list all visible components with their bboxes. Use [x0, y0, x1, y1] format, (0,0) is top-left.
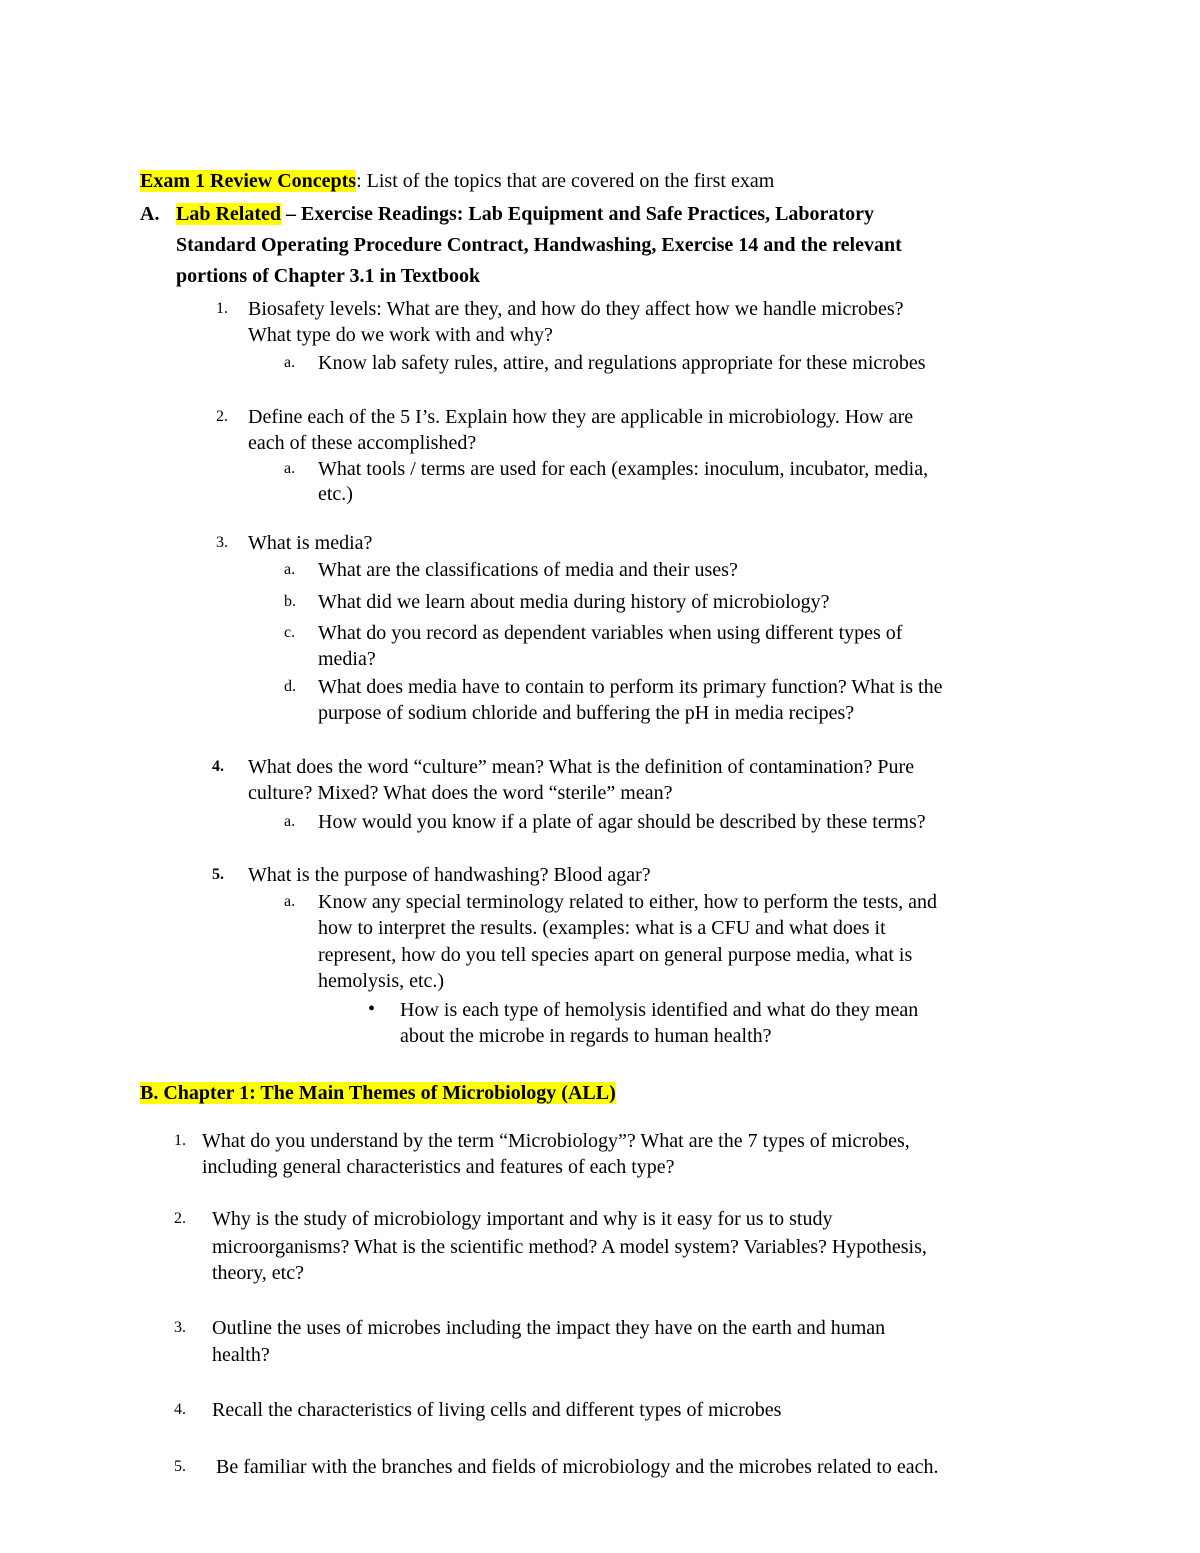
title-colon: : — [356, 170, 362, 192]
bullet-item: How is each type of hemolysis identified and what do they mean — [400, 999, 919, 1021]
sub-item: media? — [318, 648, 376, 670]
list-item-number: 1. — [174, 1132, 186, 1149]
bullet-item: about the microbe in regards to human health? — [400, 1025, 772, 1047]
sub-item: Know any special terminology related to either, how to perform the tests, and — [318, 891, 938, 913]
sub-item-letter: a. — [284, 354, 296, 371]
sub-item-letter: b. — [284, 593, 296, 610]
list-item-number: 3. — [174, 1319, 186, 1336]
sub-item: how to interpret the results. (examples: what is a CFU and what does it — [318, 917, 886, 939]
sub-item: What tools / terms are used for each (examples: inoculum, incubator, media, — [318, 458, 929, 480]
list-item: Recall the characteristics of living cells and different types of microbes — [212, 1399, 782, 1421]
section-a-letter: A. — [140, 203, 160, 225]
section-b-title: B. Chapter 1: The Main Themes of Microbiology (ALL) — [140, 1082, 616, 1104]
list-item: Be familiar with the branches and fields of microbiology and the microbes related to each. — [216, 1456, 939, 1478]
list-item: theory, etc? — [212, 1262, 304, 1284]
list-item-number: 3. — [216, 534, 228, 551]
sub-item-letter: a. — [284, 561, 296, 578]
sub-item: How would you know if a plate of agar should be described by these terms? — [318, 811, 926, 833]
list-item-number: 4. — [212, 758, 224, 775]
list-item: What do you understand by the term “Microbiology”? What are the 7 types of microbes, — [202, 1130, 910, 1152]
section-a-heading-line1: Lab Related – Exercise Readings: Lab Equipment and Safe Practices, Laboratory — [176, 203, 874, 225]
sub-item: What are the classifications of media and their uses? — [318, 559, 738, 581]
sub-item-letter: a. — [284, 460, 296, 477]
page-subtitle: List of the topics that are covered on the first exam — [361, 170, 775, 192]
sub-item-letter: a. — [284, 813, 296, 830]
list-item: microorganisms? What is the scientific method? A model system? Variables? Hypothesis, — [212, 1236, 927, 1258]
sub-item: What did we learn about media during history of microbiology? — [318, 591, 830, 613]
list-item-number: 1. — [216, 300, 228, 317]
sub-item: purpose of sodium chloride and buffering the pH in media recipes? — [318, 702, 855, 724]
list-item: Why is the study of microbiology important and why is it easy for us to study — [212, 1208, 833, 1230]
bullet-icon: • — [368, 998, 376, 1020]
list-item: health? — [212, 1344, 270, 1366]
sub-item-letter: a. — [284, 893, 296, 910]
list-item: What is media? — [248, 532, 373, 554]
sub-item: Know lab safety rules, attire, and regulations appropriate for these microbes — [318, 352, 926, 374]
list-item-number: 4. — [174, 1401, 186, 1418]
list-item-number: 2. — [216, 408, 228, 425]
list-item: Biosafety levels: What are they, and how do they affect how we handle microbes? — [248, 298, 904, 320]
list-item-number: 2. — [174, 1210, 186, 1227]
list-item: including general characteristics and features of each type? — [202, 1156, 675, 1178]
section-a-heading-line3: portions of Chapter 3.1 in Textbook — [176, 265, 481, 287]
sub-item-letter: c. — [284, 624, 296, 641]
sub-item: What do you record as dependent variables when using different types of — [318, 622, 903, 644]
list-item: What does the word “culture” mean? What is the definition of contamination? Pure — [248, 756, 915, 778]
section-b-title-wrap — [140, 1080, 616, 1106]
list-item: Outline the uses of microbes including the impact they have on the earth and human — [212, 1317, 886, 1339]
section-a-heading-line2: Standard Operating Procedure Contract, Handwashing, Exercise 14 and the relevant — [176, 234, 902, 256]
list-item-number: 5. — [174, 1458, 186, 1475]
sub-item: hemolysis, etc.) — [318, 970, 445, 992]
sub-item: etc.) — [318, 483, 353, 505]
list-item: culture? Mixed? What does the word “sterile” mean? — [248, 782, 673, 804]
sub-item: represent, how do you tell species apart on general purpose media, what is — [318, 944, 913, 966]
list-item: Define each of the 5 I’s. Explain how they are applicable in microbiology. How are — [248, 406, 914, 428]
list-item: each of these accomplished? — [248, 432, 477, 454]
sub-item-letter: d. — [284, 678, 296, 695]
list-item: What is the purpose of handwashing? Blood agar? — [248, 864, 651, 886]
page-title: Exam 1 Review Concepts — [140, 170, 357, 192]
sub-item: What does media have to contain to perform its primary function? What is the — [318, 676, 943, 698]
page-title-line — [140, 168, 774, 194]
list-item-number: 5. — [212, 866, 224, 883]
section-a-title: Lab Related — [176, 203, 281, 225]
list-item: What type do we work with and why? — [248, 324, 553, 346]
